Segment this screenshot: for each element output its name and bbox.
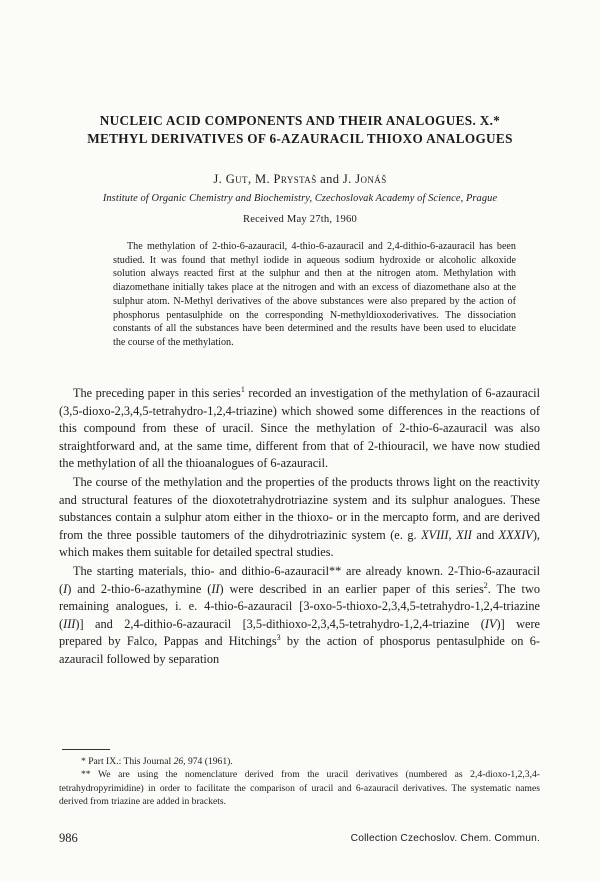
compound-number: XVIII	[421, 527, 449, 542]
abstract: The methylation of 2-thio-6-azauracil, 4-thio-6-azauracil and 2,4-dithio-6-azauracil has been studied. It was found that methyl iodide in aqueous sodium hydroxide or alcoholic alkoxide solution always reacted first at the sulphur and then at the nitrogen atom. Methylation with diazomethane initially takes place at the nitrogen and with an excess of diazomethane also at the sulphur atom. N-Methyl derivatives of the above substances were also prepared by the action of phosphorus pentasulphide on the corresponding N-methyldioxoderivatives. The dissociation constants of all the substances have been determined and the results have been used to elucidate the course of the methylation.	[113, 241, 516, 348]
footnote-divider	[62, 749, 110, 750]
text-run: ), which makes them suitable for detailed spectral studies.	[59, 527, 540, 560]
author-separator-1: , M. P	[247, 172, 281, 186]
footnote-1	[59, 755, 540, 768]
text-run: )] and 2,4-dithio-6-azauracil [3,5-dithioxo-2,3,4,5-tetrahydro-1,2,4-triazine (	[75, 616, 485, 631]
compound-number: XXXIV	[498, 527, 533, 542]
text-run: recorded an investigation of the methylation of 6-azauracil (3,5-dioxo-2,3,4,5-tetrahydro-1,2,4-triazine) which showed some differences in the reactions of this compound from these of uracil. Since the methylation of 2-thio-6-azauracil was also straightforward and, at the same time, different from that of 2-thiouracil, we have now studied the methylation of all the thioanalogues of 6-azauracil.	[59, 386, 540, 471]
article-title-line-2: METHYL DERIVATIVES OF 6-AZAURACIL THIOXO ANALOGUES	[87, 131, 513, 146]
text-run: ) and 2-thio-6-azathymine (	[67, 581, 212, 596]
article-title-line-1: NUCLEIC ACID COMPONENTS AND THEIR ANALOGUES. X.*	[99, 113, 501, 128]
footnotes	[59, 755, 540, 808]
volume-number: 26,	[173, 756, 186, 767]
compound-number: III	[63, 616, 76, 631]
text-run: The course of the methylation and the properties of the products throws light on the reactivity and structural features of the dioxotetrahydrotriazine system and its sulphur analogues. These substances contain a sulphur atom either in the thioxo- or in the mercapto form, and are derived from the three possible tautomers of the dihydrotriazinic system (e. g.	[59, 474, 540, 542]
author-1-surname: ut	[235, 172, 248, 186]
text-run: 974 (1961).	[185, 756, 233, 767]
text-run: and	[471, 527, 499, 542]
author-1-initial: J. G	[213, 172, 236, 186]
text-run: ) were described in an earlier paper of this series	[219, 581, 484, 596]
author-separator-2: and J. J	[316, 172, 361, 186]
text-run: * Part IX.: This Journal	[81, 756, 174, 767]
page-number: 986	[59, 831, 78, 845]
compound-number: I	[63, 581, 68, 596]
compound-number: II	[211, 581, 220, 596]
body-text	[59, 385, 540, 669]
institute-affiliation: Institute of Organic Chemistry and Biochemistry, Czechoslovak Academy of Science, Prague	[102, 193, 498, 204]
compound-number: XII	[456, 527, 472, 542]
text-run: . The two remaining analogues, i. e. 4-thio-6-azauracil [3-oxo-5-thioxo-2,3,4,5-tetrahydro-1,2,4-triazine (	[59, 581, 540, 631]
reference-mark: 3	[276, 633, 281, 643]
paragraph-3	[59, 563, 540, 669]
received-date: Received May 27th, 1960	[242, 214, 358, 225]
reference-mark: 1	[240, 384, 245, 394]
reference-mark: 2	[483, 580, 488, 590]
author-3-surname: onáš	[360, 172, 387, 186]
journal-name: Collection Czechoslov. Chem. Commun.	[350, 833, 540, 844]
footnote-2: ** We are using the nomenclature derived from the uracil derivatives (numbered as 2,4-dioxo-1,2,3,4-tetrahydropyrimidine) in order to facilitate the comparison of uracil and 6-azauracil derivatives. The systematic names derived from triazine are added in brackets.	[59, 769, 540, 807]
author-list	[40, 172, 560, 187]
text-run: by the action of phosporus pentasulphide on 6-azauracil followed by separation	[59, 634, 540, 666]
text-run: The preceding paper in this series	[73, 386, 241, 400]
paragraph-1	[59, 385, 540, 473]
text-run: The starting materials, thio- and dithio-6-azauracil** are already known. 2-Thio-6-azauracil (	[59, 563, 540, 596]
compound-number: IV	[484, 616, 497, 631]
author-2-surname: rystaš	[280, 172, 317, 186]
text-run: )] were prepared by Falco, Pappas and Hitchings	[59, 616, 540, 649]
paragraph-2	[59, 474, 540, 562]
text-run: ,	[448, 527, 457, 542]
